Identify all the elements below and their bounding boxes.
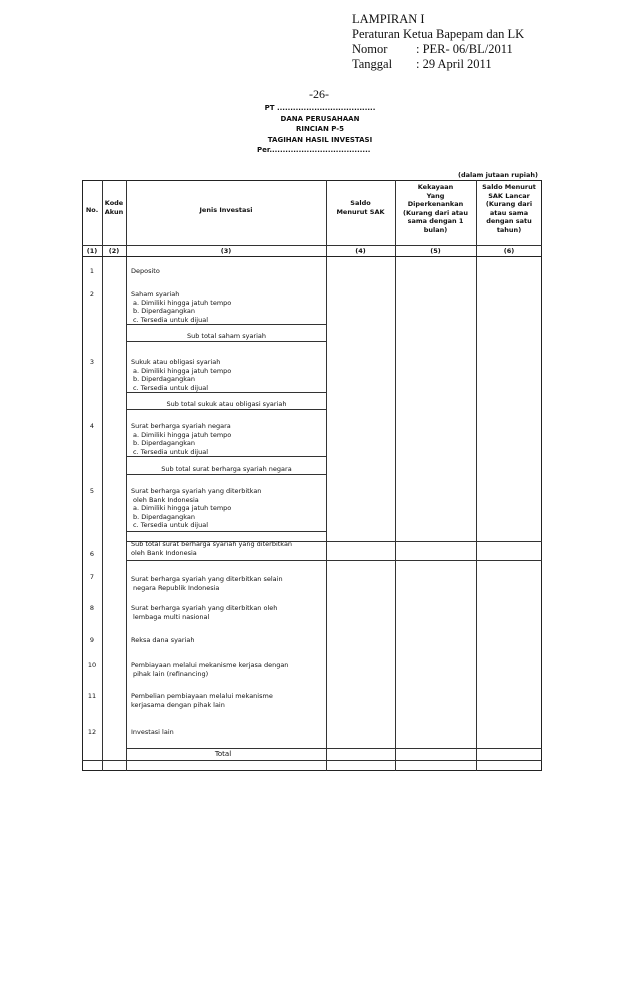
grid-line bbox=[82, 760, 542, 761]
item-sub-label: b. Diperdagangkan bbox=[133, 307, 195, 315]
item-label: Investasi lain bbox=[131, 728, 174, 736]
row-number: 8 bbox=[89, 604, 95, 612]
col-header-lancar-l6: tahun) bbox=[496, 225, 522, 234]
total-label: Total bbox=[214, 750, 232, 758]
nomor-row bbox=[352, 42, 524, 57]
col-header-lancar-l2: SAK Lancar bbox=[488, 191, 530, 200]
grid-line bbox=[326, 180, 327, 771]
item-label: Surat berharga syariah yang diterbitkan selain bbox=[131, 575, 283, 583]
item-sub-label: b. Diperdagangkan bbox=[133, 375, 195, 383]
grid-line bbox=[102, 180, 103, 771]
grid-line bbox=[82, 245, 542, 246]
page-number: -26- bbox=[309, 87, 329, 101]
list-item bbox=[131, 728, 315, 737]
col-header-saldo-sak bbox=[326, 199, 395, 216]
item-label: Pembiayaan melalui mekanisme kerjasa dengan bbox=[131, 661, 289, 669]
per-line: Per...................................... bbox=[257, 146, 371, 154]
col-header-lancar-l4: atau sama bbox=[489, 208, 529, 217]
nomor-value: : PER- 06/BL/2011 bbox=[416, 42, 513, 56]
item-label: Surat berharga syariah yang diterbitkan oleh bbox=[131, 604, 278, 612]
row-number: 7 bbox=[89, 573, 95, 581]
tanggal-label: Tanggal bbox=[352, 57, 393, 71]
pt-line: PT ..................................... bbox=[264, 104, 376, 112]
tanggal-row bbox=[352, 57, 524, 72]
item-sub-label: c. Tersedia untuk dijual bbox=[133, 447, 208, 456]
tanggal-value: : 29 April 2011 bbox=[416, 57, 492, 71]
item-sub-label: a. Dimiliki hingga jatuh tempo bbox=[133, 430, 232, 439]
col-header-kode-akun bbox=[102, 199, 126, 216]
col-number: (6) bbox=[503, 247, 515, 255]
row-number: 10 bbox=[87, 661, 97, 669]
form-titles bbox=[200, 103, 440, 156]
item-label: Surat berharga syariah negara bbox=[131, 422, 231, 430]
col-header-lancar-l3: (Kurang dari bbox=[485, 200, 533, 208]
divider bbox=[127, 531, 326, 532]
row-number: 1 bbox=[89, 267, 95, 275]
item-label-cont: pihak lain (refinancing) bbox=[133, 669, 209, 678]
subtotal-label bbox=[131, 540, 326, 557]
item-label-cont: lembaga multi nasional bbox=[133, 612, 210, 621]
divider bbox=[127, 474, 326, 475]
row-number: 5 bbox=[89, 487, 95, 495]
col-header-kekayaan bbox=[395, 183, 476, 234]
col-number: (4) bbox=[355, 247, 366, 255]
tagihan-title: TAGIHAN HASIL INVESTASI bbox=[267, 135, 373, 144]
divider bbox=[127, 341, 326, 342]
col-header-lancar-l1: Saldo Menurut bbox=[482, 183, 536, 191]
col-header-menurut-sak: Menurut SAK bbox=[336, 207, 385, 216]
row-number: 9 bbox=[89, 636, 95, 644]
item-sub-label: a. Dimiliki hingga jatuh tempo bbox=[133, 366, 232, 375]
item-label: Sukuk atau obligasi syariah bbox=[131, 358, 221, 366]
unit-note: (dalam jutaan rupiah) bbox=[458, 171, 538, 179]
col-header-akun: Akun bbox=[104, 207, 124, 216]
regulation-title: Peraturan Ketua Bapepam dan LK bbox=[352, 27, 525, 41]
item-label: Pembelian pembiayaan melalui mekanisme bbox=[131, 692, 273, 700]
grid-line bbox=[476, 180, 477, 771]
col-number: (5) bbox=[430, 247, 441, 255]
col-number: (2) bbox=[108, 247, 120, 255]
row-number: 4 bbox=[89, 422, 95, 430]
list-item bbox=[131, 267, 315, 276]
col-header-saldo: Saldo bbox=[350, 199, 371, 207]
item-sub-label: c. Tersedia untuk dijual bbox=[133, 521, 208, 529]
grid-line bbox=[82, 256, 542, 257]
item-label: Saham syariah bbox=[131, 290, 180, 298]
divider bbox=[127, 324, 326, 325]
grid-line bbox=[127, 560, 542, 561]
list-item bbox=[131, 604, 315, 621]
document-header bbox=[352, 12, 524, 72]
subtotal-line: oleh Bank Indonesia bbox=[131, 548, 197, 557]
row-number: 6 bbox=[89, 550, 95, 558]
item-label-cont: negara Republik Indonesia bbox=[133, 583, 220, 592]
item-label: Deposito bbox=[131, 267, 160, 275]
subtotal-label: Sub total surat berharga syariah negara bbox=[161, 465, 292, 473]
item-label: Surat berharga syariah yang diterbitkan bbox=[131, 487, 262, 495]
list-item bbox=[131, 290, 315, 324]
col-header-kekayaan-l5: sama dengan 1 bbox=[407, 217, 464, 225]
list-item bbox=[131, 661, 315, 678]
row-number: 3 bbox=[89, 358, 95, 366]
list-item bbox=[131, 636, 315, 645]
item-sub-label: b. Diperdagangkan bbox=[133, 439, 195, 447]
col-number: (1) bbox=[86, 247, 98, 255]
col-header-kekayaan-l6: bulan) bbox=[423, 225, 448, 234]
subtotal-label: Sub total saham syariah bbox=[186, 332, 267, 340]
item-sub-label: c. Tersedia untuk dijual bbox=[133, 383, 208, 392]
list-item bbox=[131, 692, 315, 709]
subtotal-line: Sub total surat berharga syariah yang diterbitkan bbox=[131, 540, 293, 548]
divider bbox=[127, 456, 326, 457]
col-header-lancar-l5: dengan satu bbox=[486, 217, 532, 225]
item-sub-label: a. Dimiliki hingga jatuh tempo bbox=[133, 504, 232, 512]
list-item bbox=[131, 487, 315, 530]
col-header-kekayaan-l4: (Kurang dari atau bbox=[403, 208, 468, 217]
list-item bbox=[131, 575, 315, 592]
col-header-kekayaan-l3: Diperkenankan bbox=[407, 200, 464, 208]
item-label-cont: kerjasama dengan pihak lain bbox=[131, 700, 225, 709]
list-item bbox=[131, 358, 315, 392]
list-item bbox=[131, 422, 315, 456]
grid-line bbox=[127, 748, 542, 749]
item-sub-label: c. Tersedia untuk dijual bbox=[133, 315, 208, 324]
rincian-title: RINCIAN P-5 bbox=[295, 125, 345, 133]
divider bbox=[127, 409, 326, 410]
col-number: (3) bbox=[220, 247, 232, 255]
col-header-kode: Kode bbox=[104, 199, 124, 207]
grid-line bbox=[126, 180, 127, 771]
subtotal-label: Sub total sukuk atau obligasi syariah bbox=[166, 400, 287, 408]
nomor-label: Nomor bbox=[352, 42, 388, 56]
row-number: 12 bbox=[87, 728, 97, 736]
col-header-jenis: Jenis Investasi bbox=[199, 206, 253, 214]
col-header-kekayaan-l2: Yang bbox=[426, 191, 445, 200]
lampiran-label: LAMPIRAN I bbox=[352, 12, 425, 26]
item-label: Reksa dana syariah bbox=[131, 636, 195, 644]
row-number: 2 bbox=[89, 290, 95, 298]
row-number: 11 bbox=[87, 692, 97, 700]
col-header-kekayaan-l1: Kekayaan bbox=[417, 183, 454, 191]
divider bbox=[127, 392, 326, 393]
item-sub-label: b. Diperdagangkan bbox=[133, 512, 195, 521]
dana-title: DANA PERUSAHAAN bbox=[280, 114, 360, 123]
grid-line bbox=[395, 180, 396, 771]
col-header-saldo-lancar bbox=[476, 183, 542, 234]
col-header-no: No. bbox=[85, 206, 99, 214]
item-label-cont: oleh Bank Indonesia bbox=[133, 495, 199, 504]
item-sub-label: a. Dimiliki hingga jatuh tempo bbox=[133, 298, 232, 307]
